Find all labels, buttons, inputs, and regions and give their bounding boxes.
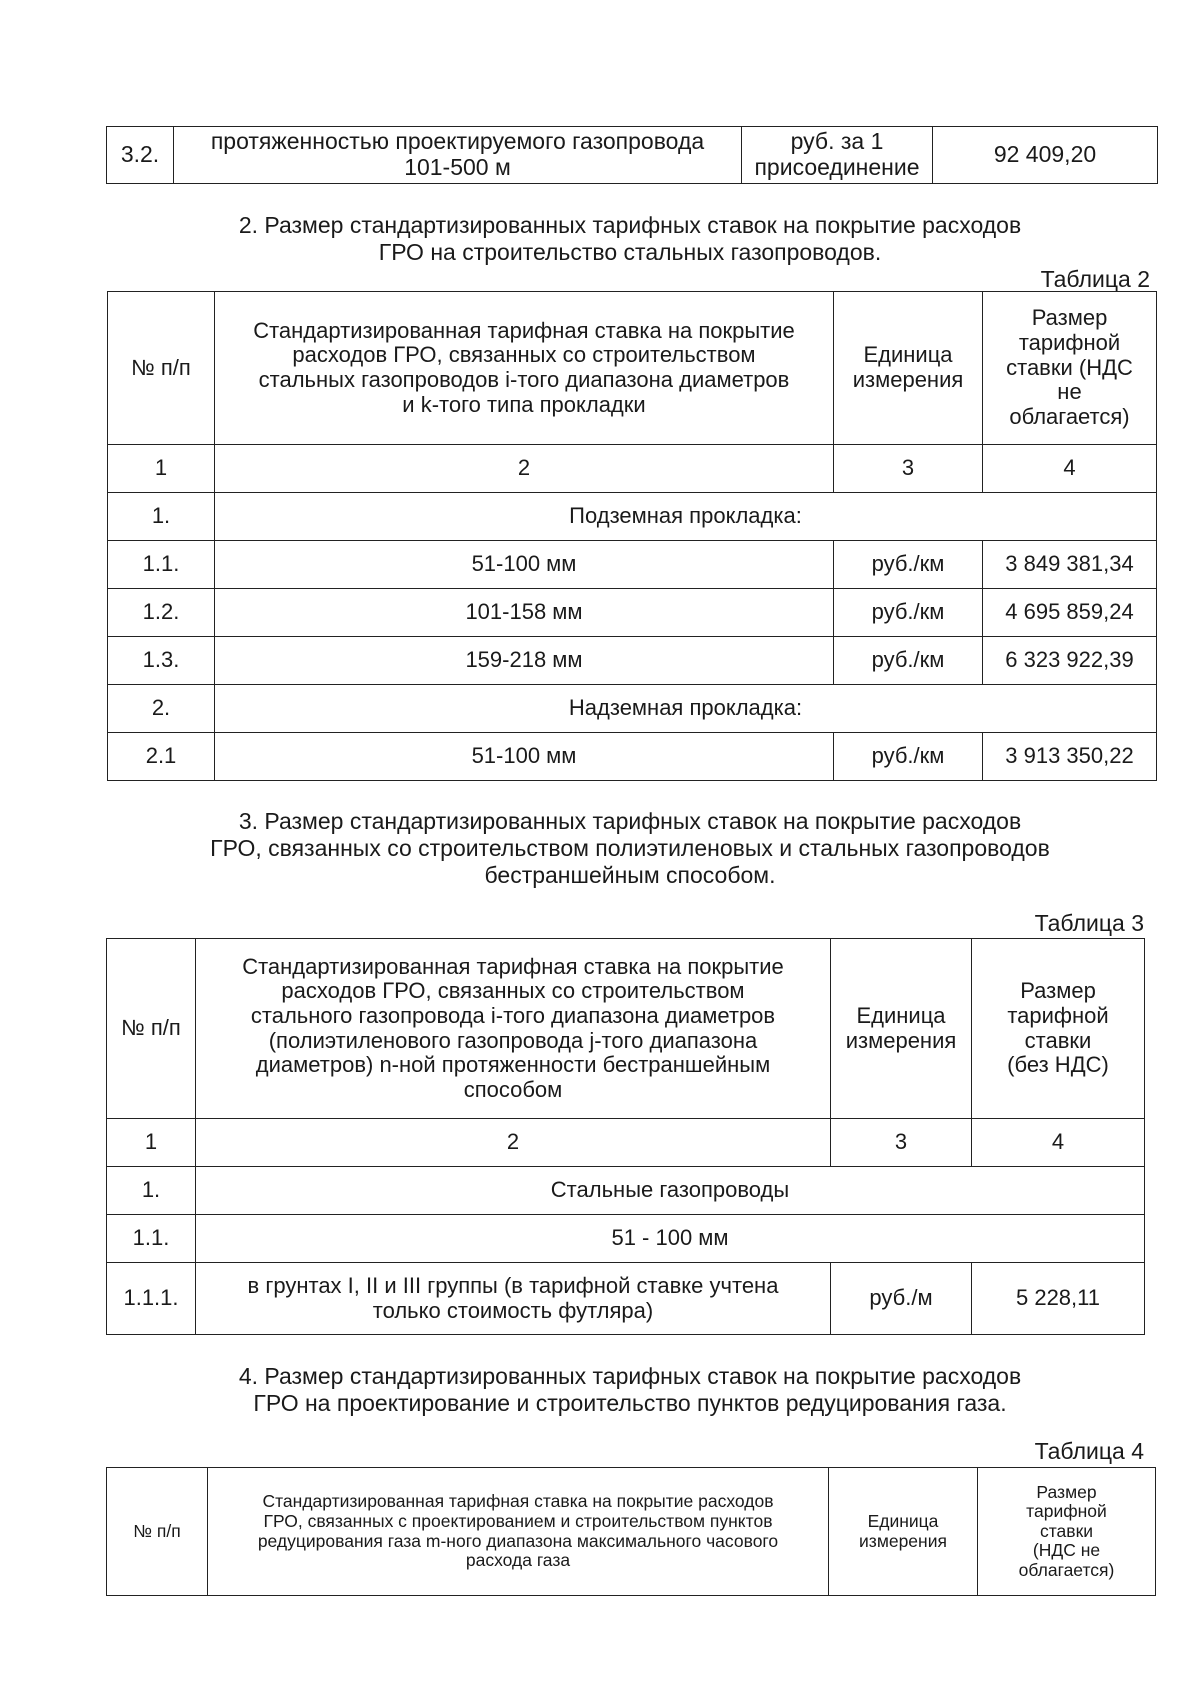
header-row [107, 939, 1145, 1119]
header-line: измерения [845, 1027, 957, 1053]
row-name: 51-100 мм [215, 733, 834, 781]
subgroup-row [107, 1215, 1145, 1263]
column-number: 2 [215, 445, 834, 493]
row-unit-line: руб. за 1 [790, 128, 884, 155]
header-line: Размер [1031, 305, 1108, 331]
header-unit [829, 1468, 978, 1596]
row-name-line: протяженностью проектируемого газопровода [210, 128, 705, 155]
header-value [983, 292, 1157, 445]
subgroup-label: 51 - 100 мм [196, 1215, 1145, 1263]
header-line: тарифной [1018, 330, 1121, 356]
header-line: облагается) [1018, 1559, 1115, 1580]
header-name [208, 1468, 829, 1596]
header-line: ставки [1024, 1027, 1092, 1053]
section-2-caption [110, 212, 1150, 266]
row-unit [742, 127, 933, 184]
header-line: диаметров) n-ной протяженности бестраншейным [255, 1052, 771, 1078]
header-line: Единица [867, 1510, 939, 1531]
group-label: Надземная прокладка: [215, 685, 1157, 733]
header-line: стальных газопроводов i-того диапазона диаметров [258, 367, 790, 392]
column-number: 3 [834, 445, 983, 493]
table-row [108, 589, 1157, 637]
row-number: 3.2. [107, 127, 174, 184]
table-4 [106, 1467, 1156, 1596]
row-value: 92 409,20 [933, 127, 1158, 184]
header-line: расходов ГРО, связанных со строительством [281, 978, 745, 1004]
table-2 [107, 291, 1157, 781]
header-line: измерения [859, 1530, 947, 1551]
header-name [215, 292, 834, 445]
header-line: расхода газа [465, 1550, 571, 1571]
row-value: 3 913 350,22 [983, 733, 1157, 781]
caption-line: 4. Размер стандартизированных тарифных ставок на покрытие расходов [238, 1363, 1022, 1389]
group-row [107, 1167, 1145, 1215]
table-3-label: Таблица 3 [1034, 910, 1144, 936]
group-row [108, 685, 1157, 733]
table-row [108, 541, 1157, 589]
row-name-line: в грунтах I, II и III группы (в тарифной ставке учтена [247, 1272, 779, 1298]
row-value: 4 695 859,24 [983, 589, 1157, 637]
table-previous-tail [106, 126, 1158, 184]
row-name-line: только стоимость футляра) [372, 1297, 654, 1323]
header-value [978, 1468, 1156, 1596]
header-number: № п/п [107, 1468, 208, 1596]
header-row [107, 1468, 1156, 1596]
row-unit: руб./км [834, 733, 983, 781]
row-number: 1.2. [108, 589, 215, 637]
header-line: ставки (НДС [1006, 354, 1133, 380]
row-value: 5 228,11 [972, 1263, 1145, 1335]
row-unit: руб./км [834, 589, 983, 637]
row-number: 1.3. [108, 637, 215, 685]
header-line: и k-того типа прокладки [402, 391, 646, 417]
header-line: стального газопровода i-того диапазона диаметров [250, 1002, 776, 1028]
header-line: Единица [863, 342, 953, 368]
header-unit [831, 939, 972, 1119]
column-number-row [108, 445, 1157, 493]
row-unit: руб./м [831, 1263, 972, 1335]
header-line: расходов ГРО, связанных со строительством [292, 342, 756, 368]
column-number: 4 [972, 1119, 1145, 1167]
row-name: 101-158 мм [215, 589, 834, 637]
row-value: 6 323 922,39 [983, 637, 1157, 685]
header-name [196, 939, 831, 1119]
row-name [196, 1263, 831, 1335]
caption-line: ГРО на строительство стальных газопроводов. [378, 239, 882, 266]
header-line: Размер [1036, 1481, 1097, 1502]
row-name [174, 127, 742, 184]
group-label: Подземная прокладка: [215, 493, 1157, 541]
group-label: Стальные газопроводы [196, 1167, 1145, 1215]
table-4-label: Таблица 4 [1034, 1438, 1144, 1464]
section-3-caption [110, 808, 1150, 889]
header-line: тарифной [1026, 1501, 1107, 1522]
caption-line: ГРО, связанных со строительством полиэтиленовых и стальных газопроводов [210, 835, 1050, 862]
header-line: измерения [852, 367, 964, 392]
header-line: Стандартизированная тарифная ставка на покрытие [253, 317, 795, 343]
row-number: 2.1 [108, 733, 215, 781]
row-name: 51-100 мм [215, 541, 834, 589]
header-line: тарифной [1007, 1002, 1109, 1028]
header-line: Стандартизированная тарифная ставка на покрытие расходов [262, 1491, 774, 1512]
row-unit: руб./км [834, 637, 983, 685]
section-4-caption [110, 1363, 1150, 1417]
table-row [107, 127, 1158, 184]
table-row [108, 637, 1157, 685]
caption-line: 2. Размер стандартизированных тарифных ставок на покрытие расходов [238, 212, 1022, 238]
column-number: 3 [831, 1119, 972, 1167]
row-number: 1.1.1. [107, 1263, 196, 1335]
header-row [108, 292, 1157, 445]
column-number: 1 [108, 445, 215, 493]
table-row [108, 733, 1157, 781]
column-number: 2 [196, 1119, 831, 1167]
row-name: 159-218 мм [215, 637, 834, 685]
table-row [107, 1263, 1145, 1335]
row-value: 3 849 381,34 [983, 541, 1157, 589]
header-value [972, 939, 1145, 1119]
caption-line: ГРО на проектирование и строительство пунктов редуцирования газа. [253, 1390, 1007, 1417]
header-number: № п/п [108, 292, 215, 445]
group-number: 2. [108, 685, 215, 733]
row-unit-line: присоединение [754, 154, 920, 180]
header-line: (без НДС) [1007, 1052, 1109, 1078]
subgroup-number: 1.1. [107, 1215, 196, 1263]
header-line: редуцирования газа m-ного диапазона максимального часового [257, 1530, 779, 1551]
table-2-label: Таблица 2 [1040, 266, 1150, 292]
header-line: (полиэтиленового газопровода j-того диапазона [268, 1027, 758, 1053]
row-number: 1.1. [108, 541, 215, 589]
caption-line: 3. Размер стандартизированных тарифных ставок на покрытие расходов [238, 808, 1022, 834]
header-line: Размер [1020, 978, 1096, 1004]
header-number: № п/п [107, 939, 196, 1119]
header-line: Стандартизированная тарифная ставка на покрытие [242, 953, 784, 979]
group-number: 1. [107, 1167, 196, 1215]
header-line: Единица [856, 1002, 946, 1028]
header-line: (НДС не [1032, 1540, 1101, 1561]
header-line: облагается) [1009, 403, 1130, 429]
column-number: 4 [983, 445, 1157, 493]
header-line: ГРО, связанных с проектированием и строительством пунктов [263, 1510, 773, 1531]
caption-line: бестраншейным способом. [484, 862, 776, 889]
group-number: 1. [108, 493, 215, 541]
header-line: ставки [1039, 1520, 1094, 1541]
row-unit: руб./км [834, 541, 983, 589]
column-number: 1 [107, 1119, 196, 1167]
header-line: способом [463, 1076, 563, 1102]
column-number-row [107, 1119, 1145, 1167]
header-unit [834, 292, 983, 445]
table-3 [106, 938, 1145, 1335]
row-name-line: 101-500 м [404, 154, 511, 180]
header-line: не [1057, 379, 1082, 405]
group-row [108, 493, 1157, 541]
